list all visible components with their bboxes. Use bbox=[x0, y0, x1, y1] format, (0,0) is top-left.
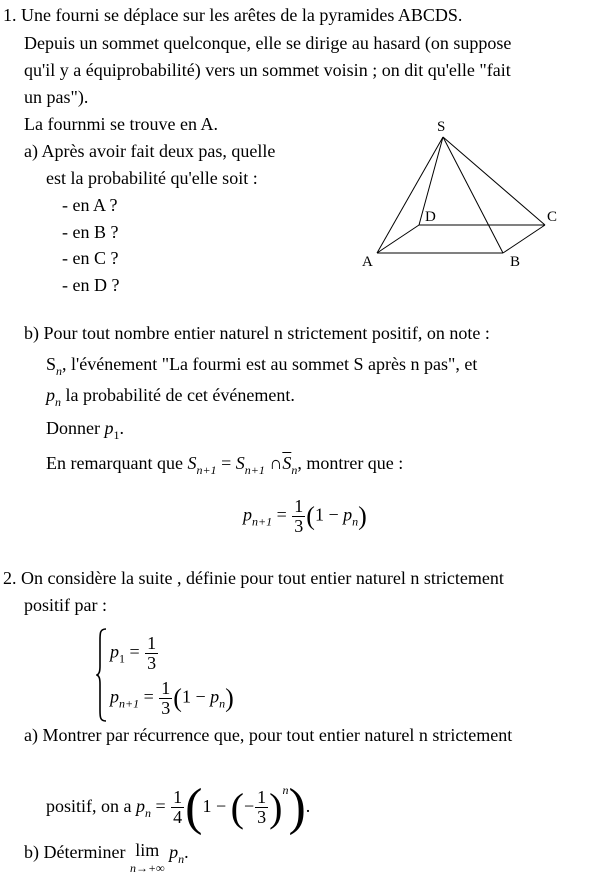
sn-symbol: S bbox=[46, 354, 57, 374]
question-2b: b) Déterminer lim n→+∞ $p_n$. bbox=[24, 840, 189, 875]
list-item: - en A ? bbox=[62, 195, 118, 215]
pn-text: la probabilité de cet événement. bbox=[61, 385, 295, 405]
ex1-text: La fournmi se trouve en A. bbox=[24, 114, 218, 134]
ex1-text: qu'il y a équiprobabilité) vers un sommet voisin ; on dit qu'elle "fait bbox=[24, 60, 511, 80]
question-a: a) Après avoir fait deux pas, quelle bbox=[24, 141, 276, 161]
vertex-label-c: C bbox=[547, 209, 558, 225]
ex1-text: Depuis un sommet quelconque, elle se dirige au hasard (on suppose bbox=[24, 33, 512, 53]
numerator: 1 bbox=[294, 496, 304, 516]
vertex-label-b: B bbox=[510, 254, 521, 270]
vertex-label-s: S bbox=[437, 119, 446, 135]
recurrence-formula: $p_{n+1}$ = $\frac{1}{3}$ $(1 - p_n)$ bbox=[243, 496, 367, 536]
vertex-label-d: D bbox=[425, 209, 436, 225]
formula-intro: positif, on a bbox=[46, 796, 136, 816]
question-2b-text: b) Déterminer bbox=[24, 842, 130, 862]
ex1-title: 1. Une fourni se déplace sur les arêtes de la pyramides ABCDS. bbox=[3, 5, 463, 25]
pyramid-figure bbox=[350, 112, 590, 272]
denominator: 3 bbox=[294, 516, 304, 536]
ex2-text: positif par : bbox=[24, 595, 107, 615]
list-item: - en B ? bbox=[62, 222, 119, 242]
remark-line: En remarquant que $S_{n+1} = S_{n+1}$ $\cap\overline{S}_n$, montrer que : bbox=[46, 453, 404, 477]
remark-text: En remarquant que bbox=[46, 453, 188, 473]
definition-sn: $S_n$, l'événement "La fourmi est au sommet S après n pas", et bbox=[46, 354, 478, 378]
question-a: est la probabilité qu'elle soit : bbox=[46, 168, 258, 188]
definition-pn: $p_n$ la probabilité de cet événement. bbox=[46, 385, 295, 409]
question-2a: a) Montrer par récurrence que, pour tout entier naturel n strictement bbox=[24, 725, 513, 745]
lim-text: lim bbox=[135, 840, 160, 860]
limit-operator bbox=[130, 841, 165, 877]
list-item: - en C ? bbox=[62, 248, 119, 268]
system-line-2: $p_{n+1}$ = $\frac{1}{3}$ $(1 - p_n)$ bbox=[110, 678, 234, 718]
ex2-title: 2. On considère la suite , définie pour tout entier naturel n strictement bbox=[3, 568, 504, 588]
lim-subscript: n→+∞ bbox=[129, 861, 165, 875]
question-b: b) Pour tout nombre entier naturel n strictement positif, on note : bbox=[24, 323, 490, 343]
explicit-formula: positif, on a $p_n$ = $\frac{1}{4}$ (1 − (− $\frac{1}{3}$ )$^n$). bbox=[46, 778, 311, 836]
vertex-label-a: A bbox=[362, 254, 373, 270]
system-brace bbox=[96, 628, 108, 722]
ex1-text: un pas"). bbox=[24, 87, 89, 107]
list-item: - en D ? bbox=[62, 275, 120, 295]
system-line-1: $p_1$ = $\frac{1}{3}$ bbox=[110, 633, 157, 673]
sn-text: , l'événement "La fourmi est au sommet S après n pas", et bbox=[62, 354, 478, 374]
donner-text: Donner bbox=[46, 418, 105, 438]
remark-text: , montrer que : bbox=[297, 453, 404, 473]
donner-p1: Donner $p_1$. bbox=[46, 418, 124, 442]
